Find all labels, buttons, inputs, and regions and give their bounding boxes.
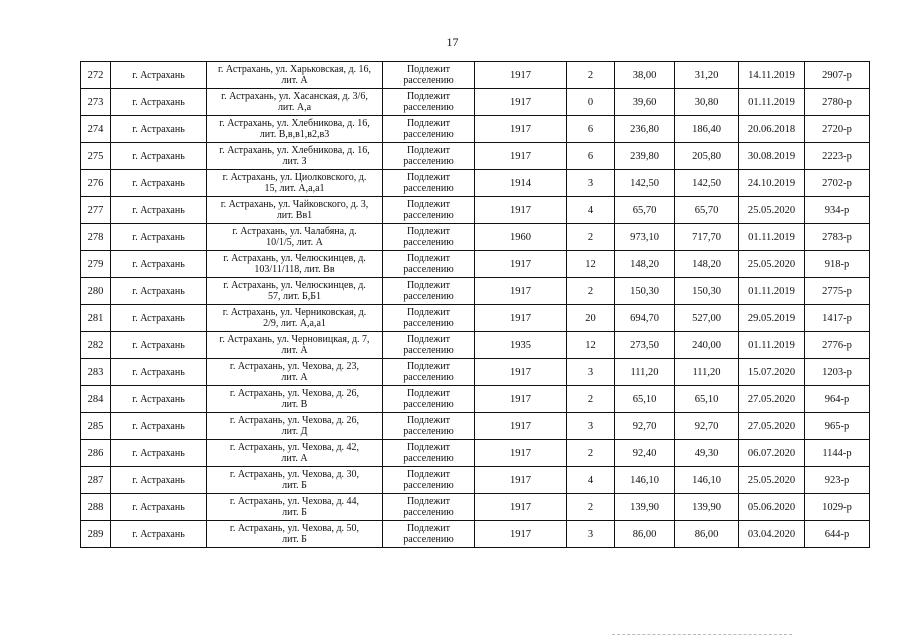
address-cell xyxy=(207,413,383,440)
total-area-cell: 239,80 xyxy=(615,143,675,170)
date-cell: 01.11.2019 xyxy=(739,89,805,116)
city-cell: г. Астрахань xyxy=(111,521,207,548)
row-number-cell: 274 xyxy=(81,116,111,143)
table-row xyxy=(81,224,870,251)
residents-cell: 6 xyxy=(567,116,615,143)
year-cell: 1917 xyxy=(475,143,567,170)
table-row xyxy=(81,359,870,386)
status-line: Подлежит xyxy=(406,253,451,264)
year-cell: 1917 xyxy=(475,386,567,413)
table-row xyxy=(81,170,870,197)
total-area-cell: 65,10 xyxy=(615,386,675,413)
residents-cell: 0 xyxy=(567,89,615,116)
city-cell: г. Астрахань xyxy=(111,89,207,116)
status-line: расселению xyxy=(403,426,454,437)
row-number-cell: 284 xyxy=(81,386,111,413)
total-area-cell: 65,70 xyxy=(615,197,675,224)
living-area-cell: 205,80 xyxy=(675,143,739,170)
residents-cell: 6 xyxy=(567,143,615,170)
row-number-cell: 281 xyxy=(81,305,111,332)
residents-cell: 2 xyxy=(567,278,615,305)
address-cell xyxy=(207,89,383,116)
status-line: Подлежит xyxy=(406,64,451,75)
registry-body xyxy=(81,62,870,548)
living-area-cell: 142,50 xyxy=(675,170,739,197)
city-cell: г. Астрахань xyxy=(111,143,207,170)
order-number-cell: 2223-р xyxy=(805,143,870,170)
total-area-cell: 92,70 xyxy=(615,413,675,440)
table-row xyxy=(81,467,870,494)
row-number-cell: 286 xyxy=(81,440,111,467)
residents-cell: 2 xyxy=(567,494,615,521)
table-row xyxy=(81,305,870,332)
order-number-cell: 923-р xyxy=(805,467,870,494)
status-line: Подлежит xyxy=(406,145,451,156)
city-cell: г. Астрахань xyxy=(111,278,207,305)
order-number-cell: 1417-р xyxy=(805,305,870,332)
table-row xyxy=(81,197,870,224)
year-cell: 1917 xyxy=(475,494,567,521)
residents-cell: 2 xyxy=(567,386,615,413)
address-cell xyxy=(207,62,383,89)
address-line: г. Астрахань, ул. Чалабяна, д. xyxy=(232,226,357,237)
living-area-cell: 86,00 xyxy=(675,521,739,548)
row-number-cell: 272 xyxy=(81,62,111,89)
status-line: Подлежит xyxy=(406,388,451,399)
status-line: расселению xyxy=(403,291,454,302)
table-row xyxy=(81,278,870,305)
table-row xyxy=(81,62,870,89)
status-line: Подлежит xyxy=(406,469,451,480)
status-line: расселению xyxy=(403,237,454,248)
order-number-cell: 1144-р xyxy=(805,440,870,467)
address-line: г. Астрахань, ул. Чехова, д. 50, xyxy=(229,523,360,534)
address-line: 57, лит. Б,Б1 xyxy=(268,291,321,302)
status-line: расселению xyxy=(403,453,454,464)
living-area-cell: 717,70 xyxy=(675,224,739,251)
address-cell xyxy=(207,521,383,548)
address-line: лит. А xyxy=(281,453,308,464)
total-area-cell: 273,50 xyxy=(615,332,675,359)
address-line: 10/1/5, лит. А xyxy=(266,237,323,248)
row-number-cell: 287 xyxy=(81,467,111,494)
table-row xyxy=(81,413,870,440)
date-cell: 03.04.2020 xyxy=(739,521,805,548)
date-cell: 29.05.2019 xyxy=(739,305,805,332)
status-cell xyxy=(383,224,475,251)
date-cell: 27.05.2020 xyxy=(739,413,805,440)
status-cell xyxy=(383,359,475,386)
order-number-cell: 965-р xyxy=(805,413,870,440)
date-cell: 24.10.2019 xyxy=(739,170,805,197)
address-line: лит. В,в,в1,в2,в3 xyxy=(259,129,330,140)
living-area-cell: 65,70 xyxy=(675,197,739,224)
date-cell: 06.07.2020 xyxy=(739,440,805,467)
status-line: Подлежит xyxy=(406,334,451,345)
city-cell: г. Астрахань xyxy=(111,197,207,224)
status-cell xyxy=(383,143,475,170)
status-line: расселению xyxy=(403,345,454,356)
row-number-cell: 276 xyxy=(81,170,111,197)
status-cell xyxy=(383,440,475,467)
address-line: г. Астрахань, ул. Чехова, д. 30, xyxy=(229,469,360,480)
address-line: лит. Б xyxy=(282,507,307,518)
address-line: г. Астрахань, ул. Челюскинцев, д. xyxy=(223,253,366,264)
date-cell: 25.05.2020 xyxy=(739,251,805,278)
address-line: г. Астрахань, ул. Хасанская, д. 3/6, xyxy=(221,91,368,102)
row-number-cell: 278 xyxy=(81,224,111,251)
status-cell xyxy=(383,467,475,494)
year-cell: 1917 xyxy=(475,89,567,116)
row-number-cell: 282 xyxy=(81,332,111,359)
status-line: Подлежит xyxy=(406,226,451,237)
address-line: г. Астрахань, ул. Хлебникова, д. 16, xyxy=(219,145,370,156)
residents-cell: 4 xyxy=(567,197,615,224)
city-cell: г. Астрахань xyxy=(111,494,207,521)
order-number-cell: 2702-р xyxy=(805,170,870,197)
status-cell xyxy=(383,413,475,440)
total-area-cell: 146,10 xyxy=(615,467,675,494)
address-line: г. Астрахань, ул. Циолковского, д. xyxy=(222,172,367,183)
order-number-cell: 2776-р xyxy=(805,332,870,359)
address-line: лит. В xyxy=(281,399,308,410)
status-line: Подлежит xyxy=(406,307,451,318)
date-cell: 25.05.2020 xyxy=(739,197,805,224)
living-area-cell: 527,00 xyxy=(675,305,739,332)
address-line: лит. Вв1 xyxy=(276,210,313,221)
status-line: расселению xyxy=(403,210,454,221)
address-line: лит. А xyxy=(281,345,308,356)
status-line: Подлежит xyxy=(406,361,451,372)
row-number-cell: 283 xyxy=(81,359,111,386)
address-cell xyxy=(207,467,383,494)
footer-rule xyxy=(612,634,792,635)
address-cell xyxy=(207,116,383,143)
residents-cell: 12 xyxy=(567,332,615,359)
date-cell: 25.05.2020 xyxy=(739,467,805,494)
address-line: лит. Б xyxy=(282,534,307,545)
status-line: расселению xyxy=(403,507,454,518)
total-area-cell: 39,60 xyxy=(615,89,675,116)
city-cell: г. Астрахань xyxy=(111,386,207,413)
residents-cell: 12 xyxy=(567,251,615,278)
row-number-cell: 285 xyxy=(81,413,111,440)
date-cell: 14.11.2019 xyxy=(739,62,805,89)
address-cell xyxy=(207,170,383,197)
status-cell xyxy=(383,116,475,143)
status-line: расселению xyxy=(403,480,454,491)
address-cell xyxy=(207,143,383,170)
date-cell: 01.11.2019 xyxy=(739,278,805,305)
residents-cell: 3 xyxy=(567,521,615,548)
residents-cell: 2 xyxy=(567,62,615,89)
table-row xyxy=(81,116,870,143)
table-row xyxy=(81,89,870,116)
table-row xyxy=(81,440,870,467)
living-area-cell: 49,30 xyxy=(675,440,739,467)
total-area-cell: 86,00 xyxy=(615,521,675,548)
address-line: г. Астрахань, ул. Челюскинцев, д. xyxy=(223,280,366,291)
date-cell: 27.05.2020 xyxy=(739,386,805,413)
year-cell: 1935 xyxy=(475,332,567,359)
living-area-cell: 30,80 xyxy=(675,89,739,116)
address-line: г. Астрахань, ул. Хлебникова, д. 16, xyxy=(219,118,370,129)
status-cell xyxy=(383,62,475,89)
address-cell xyxy=(207,251,383,278)
status-cell xyxy=(383,251,475,278)
row-number-cell: 280 xyxy=(81,278,111,305)
residents-cell: 2 xyxy=(567,440,615,467)
status-line: Подлежит xyxy=(406,91,451,102)
status-line: Подлежит xyxy=(406,523,451,534)
address-cell xyxy=(207,278,383,305)
order-number-cell: 2775-р xyxy=(805,278,870,305)
order-number-cell: 1203-р xyxy=(805,359,870,386)
table-row xyxy=(81,251,870,278)
residents-cell: 3 xyxy=(567,170,615,197)
residents-cell: 4 xyxy=(567,467,615,494)
city-cell: г. Астрахань xyxy=(111,467,207,494)
date-cell: 05.06.2020 xyxy=(739,494,805,521)
address-cell xyxy=(207,440,383,467)
status-line: Подлежит xyxy=(406,442,451,453)
status-line: расселению xyxy=(403,75,454,86)
total-area-cell: 236,80 xyxy=(615,116,675,143)
date-cell: 01.11.2019 xyxy=(739,332,805,359)
row-number-cell: 279 xyxy=(81,251,111,278)
status-cell xyxy=(383,494,475,521)
living-area-cell: 148,20 xyxy=(675,251,739,278)
status-cell xyxy=(383,89,475,116)
status-cell xyxy=(383,278,475,305)
row-number-cell: 273 xyxy=(81,89,111,116)
order-number-cell: 934-р xyxy=(805,197,870,224)
status-line: Подлежит xyxy=(406,172,451,183)
living-area-cell: 146,10 xyxy=(675,467,739,494)
living-area-cell: 65,10 xyxy=(675,386,739,413)
living-area-cell: 111,20 xyxy=(675,359,739,386)
address-line: г. Астрахань, ул. Чайковского, д. 3, xyxy=(220,199,369,210)
living-area-cell: 92,70 xyxy=(675,413,739,440)
total-area-cell: 148,20 xyxy=(615,251,675,278)
order-number-cell: 2780-р xyxy=(805,89,870,116)
address-line: лит. А xyxy=(281,372,308,383)
address-cell xyxy=(207,305,383,332)
city-cell: г. Астрахань xyxy=(111,170,207,197)
status-cell xyxy=(383,386,475,413)
residents-cell: 3 xyxy=(567,359,615,386)
living-area-cell: 240,00 xyxy=(675,332,739,359)
city-cell: г. Астрахань xyxy=(111,440,207,467)
table-row xyxy=(81,521,870,548)
order-number-cell: 644-р xyxy=(805,521,870,548)
city-cell: г. Астрахань xyxy=(111,359,207,386)
table-row xyxy=(81,143,870,170)
residents-cell: 2 xyxy=(567,224,615,251)
address-line: лит. З xyxy=(282,156,307,167)
address-line: г. Астрахань, ул. Харьковская, д. 16, xyxy=(217,64,372,75)
total-area-cell: 139,90 xyxy=(615,494,675,521)
order-number-cell: 1029-р xyxy=(805,494,870,521)
status-line: расселению xyxy=(403,156,454,167)
year-cell: 1917 xyxy=(475,116,567,143)
total-area-cell: 38,00 xyxy=(615,62,675,89)
city-cell: г. Астрахань xyxy=(111,332,207,359)
year-cell: 1960 xyxy=(475,224,567,251)
address-line: г. Астрахань, ул. Чехова, д. 26, xyxy=(229,415,360,426)
address-line: 2/9, лит. А,а,а1 xyxy=(263,318,326,329)
status-cell xyxy=(383,170,475,197)
address-line: 15, лит. А,а,а1 xyxy=(264,183,325,194)
status-cell xyxy=(383,305,475,332)
status-line: Подлежит xyxy=(406,415,451,426)
date-cell: 20.06.2018 xyxy=(739,116,805,143)
date-cell: 01.11.2019 xyxy=(739,224,805,251)
year-cell: 1917 xyxy=(475,278,567,305)
address-line: лит. А xyxy=(281,75,308,86)
total-area-cell: 142,50 xyxy=(615,170,675,197)
address-cell xyxy=(207,494,383,521)
living-area-cell: 186,40 xyxy=(675,116,739,143)
address-line: лит. Д xyxy=(281,426,308,437)
address-line: г. Астрахань, ул. Черниковская, д. xyxy=(222,307,367,318)
year-cell: 1917 xyxy=(475,197,567,224)
address-line: г. Астрахань, ул. Черновицкая, д. 7, xyxy=(219,334,370,345)
year-cell: 1917 xyxy=(475,305,567,332)
table-row xyxy=(81,494,870,521)
total-area-cell: 111,20 xyxy=(615,359,675,386)
status-line: расселению xyxy=(403,264,454,275)
year-cell: 1917 xyxy=(475,440,567,467)
year-cell: 1917 xyxy=(475,359,567,386)
status-line: Подлежит xyxy=(406,496,451,507)
address-cell xyxy=(207,224,383,251)
table-row xyxy=(81,386,870,413)
address-line: лит. Б xyxy=(282,480,307,491)
address-line: г. Астрахань, ул. Чехова, д. 26, xyxy=(229,388,360,399)
address-line: г. Астрахань, ул. Чехова, д. 42, xyxy=(229,442,360,453)
total-area-cell: 150,30 xyxy=(615,278,675,305)
order-number-cell: 2783-р xyxy=(805,224,870,251)
total-area-cell: 973,10 xyxy=(615,224,675,251)
status-cell xyxy=(383,197,475,224)
row-number-cell: 289 xyxy=(81,521,111,548)
year-cell: 1917 xyxy=(475,251,567,278)
address-line: 103/11/118, лит. Вв xyxy=(254,264,335,275)
year-cell: 1917 xyxy=(475,521,567,548)
address-cell xyxy=(207,332,383,359)
status-line: расселению xyxy=(403,372,454,383)
city-cell: г. Астрахань xyxy=(111,251,207,278)
order-number-cell: 918-р xyxy=(805,251,870,278)
housing-registry-table xyxy=(80,61,870,548)
row-number-cell: 277 xyxy=(81,197,111,224)
status-line: расселению xyxy=(403,183,454,194)
status-line: Подлежит xyxy=(406,280,451,291)
status-line: Подлежит xyxy=(406,118,451,129)
date-cell: 30.08.2019 xyxy=(739,143,805,170)
city-cell: г. Астрахань xyxy=(111,224,207,251)
status-cell xyxy=(383,521,475,548)
address-cell xyxy=(207,386,383,413)
city-cell: г. Астрахань xyxy=(111,305,207,332)
status-line: расселению xyxy=(403,318,454,329)
residents-cell: 20 xyxy=(567,305,615,332)
status-line: расселению xyxy=(403,129,454,140)
order-number-cell: 964-р xyxy=(805,386,870,413)
status-line: расселению xyxy=(403,399,454,410)
city-cell: г. Астрахань xyxy=(111,116,207,143)
row-number-cell: 288 xyxy=(81,494,111,521)
city-cell: г. Астрахань xyxy=(111,62,207,89)
table-row xyxy=(81,332,870,359)
status-line: расселению xyxy=(403,102,454,113)
address-line: г. Астрахань, ул. Чехова, д. 44, xyxy=(229,496,360,507)
address-cell xyxy=(207,359,383,386)
total-area-cell: 694,70 xyxy=(615,305,675,332)
residents-cell: 3 xyxy=(567,413,615,440)
address-line: г. Астрахань, ул. Чехова, д. 23, xyxy=(229,361,360,372)
address-cell xyxy=(207,197,383,224)
row-number-cell: 275 xyxy=(81,143,111,170)
page-number: 17 xyxy=(446,35,459,49)
living-area-cell: 31,20 xyxy=(675,62,739,89)
year-cell: 1917 xyxy=(475,413,567,440)
order-number-cell: 2720-р xyxy=(805,116,870,143)
living-area-cell: 139,90 xyxy=(675,494,739,521)
status-line: расселению xyxy=(403,534,454,545)
total-area-cell: 92,40 xyxy=(615,440,675,467)
living-area-cell: 150,30 xyxy=(675,278,739,305)
address-line: лит. А,а xyxy=(277,102,312,113)
status-cell xyxy=(383,332,475,359)
status-line: Подлежит xyxy=(406,199,451,210)
order-number-cell: 2907-р xyxy=(805,62,870,89)
date-cell: 15.07.2020 xyxy=(739,359,805,386)
year-cell: 1917 xyxy=(475,62,567,89)
city-cell: г. Астрахань xyxy=(111,413,207,440)
year-cell: 1917 xyxy=(475,467,567,494)
year-cell: 1914 xyxy=(475,170,567,197)
